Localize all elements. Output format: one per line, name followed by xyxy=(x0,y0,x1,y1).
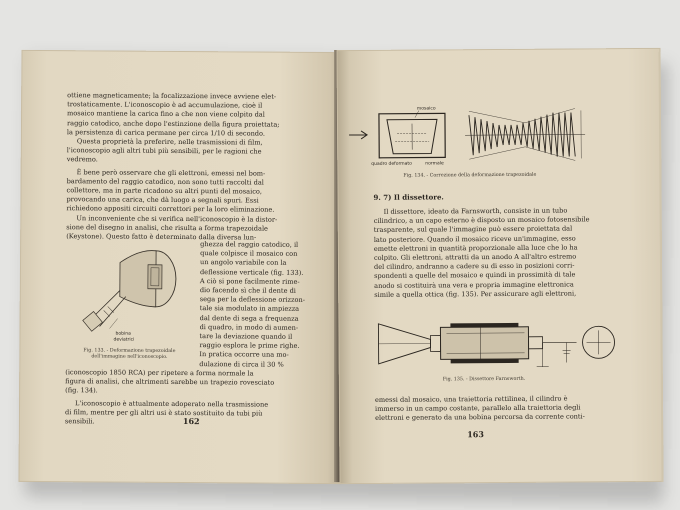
text-line: emessi dal mosaico, una traiettoria rettilinea, il cilindro è xyxy=(374,394,568,404)
text-line: colpito. Gli elettroni, attratti da un anodo A all'altro estremo xyxy=(373,252,577,262)
text-line: È bene però osservare che gli elettroni, emessi nel bom- xyxy=(76,167,266,178)
fig135-caption: Fig. 135. - Dissettore Farnsworth. xyxy=(442,376,526,383)
text-line: A ciò si pone facilmente rime- xyxy=(199,276,300,286)
text-line: raggio catodico, anche dopo l'estinzione della figura proiettata; xyxy=(66,118,280,129)
left-text-wrap xyxy=(199,240,318,370)
text-line: immerso in un campo costante, parallelo alla traiettoria degli xyxy=(374,403,581,414)
fig133-iconoscope-drawing xyxy=(79,240,200,351)
text-line: (iconoscopio 1850 RCA) per ripetere a forma normale la xyxy=(65,368,254,378)
text-line: bardamento del raggio catodico, non sono tutti raccolti dal xyxy=(66,177,264,187)
left-page xyxy=(18,50,343,484)
page-number-right: 163 xyxy=(467,429,484,440)
text-line: tare la deviazione quando il xyxy=(199,332,293,341)
text-line: Il dissettore, ideato da Farnsworth, consiste in un tubo xyxy=(383,206,568,216)
section-heading: 9. 7) Il dissettore. xyxy=(373,192,444,202)
fig133-label-bobina: bobina xyxy=(115,331,131,337)
text-line: ghezza del raggio catodico, il xyxy=(200,240,299,249)
right-text-bottom xyxy=(375,394,631,423)
text-line: di film, mentre per gli altri usi è stato sostituito da tubi più xyxy=(64,408,263,418)
text-line: provocando una carica, che dà luogo a segnali spuri. Essi xyxy=(66,195,259,205)
text-line: (Keystone). Questo fatto è determinato dalla diversa lun- xyxy=(66,232,257,242)
text-line: un angolo variabile con la xyxy=(200,258,287,268)
left-text-top xyxy=(66,91,319,243)
text-line: figura di analisi, che altrimenti sarebbe un trapezio rovesciato xyxy=(65,377,275,387)
fig134-caption: Fig. 134. - Correzione della deformazione trapezoidale xyxy=(403,172,537,179)
text-line: trostaticamente. L'iconoscopio è ad accumulazione, cioè il xyxy=(67,100,263,110)
fig134-label-normale: normale xyxy=(425,161,444,167)
text-line: collettore, ma in parte ricadono su altri punti del mosaico, xyxy=(66,186,263,196)
fig134-label-quadro: quadro deformato xyxy=(371,161,412,167)
text-line: ottiene magneticamente; la focalizzazione invece avviene elet- xyxy=(67,91,277,101)
text-line: trasparente, sul quale l'immagine può essere proiettata dal xyxy=(373,224,573,235)
text-line: (fig. 134). xyxy=(65,386,98,395)
text-line: quale colpisce il mosaico con xyxy=(200,249,298,259)
text-line: sione del disegno in analisi, che risulta a forma trapezoidale xyxy=(66,223,269,233)
caption-line: dell'immagine nell'iconoscopio. xyxy=(91,354,168,360)
text-line: elettroni e generato da una bobina percorsa da corrente conti- xyxy=(375,412,585,423)
text-line: deflessione verticale (fig. 133). xyxy=(199,267,304,277)
fig134-keystone-drawing xyxy=(371,103,457,167)
text-line: In pratica occorre una mo- xyxy=(199,350,289,360)
text-line: vedremo. xyxy=(66,155,98,164)
text-line: spondenti a quelle del mosaico e quindi in prossimità di tale xyxy=(374,270,576,281)
text-line: la persistenza di carica permane per circa 1/10 di secondo. xyxy=(66,128,266,138)
fig134-sawtooth-waveform xyxy=(465,104,585,167)
caption-line: Fig. 133. - Deformazione trapezoidale xyxy=(83,348,176,354)
text-line: l'iconoscopio agli altri tubi più sensibili, per le ragioni che xyxy=(66,146,262,156)
text-line: sensibili. xyxy=(64,417,95,426)
fig135-dissector-drawing xyxy=(376,312,626,372)
text-line: cilindrico, a un capo esterno è disposto un mosaico fotosensibile xyxy=(373,215,590,226)
text-line: tale sia modulato in ampiezza xyxy=(199,304,300,314)
fig133-label-deviatrici: deviatrici xyxy=(113,337,135,343)
text-line: dal dente di sega a frequenza xyxy=(199,313,299,323)
fig133-caption xyxy=(83,348,199,361)
text-line: emette elettroni in quantità proporzionale alla luce che lo ha xyxy=(373,243,578,253)
text-line: del cilindro, andranno a cadere su di esso in posizioni corri- xyxy=(373,261,575,272)
text-line: raggio esplora le prime righe. xyxy=(199,341,300,351)
text-line: L'iconoscopio è attualmente adoperato nella trasmissione xyxy=(75,398,269,409)
right-text-top xyxy=(374,206,631,300)
text-line: anodo si costituirà una vera e propria immagine elettronica xyxy=(374,280,574,290)
text-line: di quadro, in modo di aumen- xyxy=(199,322,299,332)
page-number-left: 162 xyxy=(182,416,200,427)
fig134-label-mosaico: mosaico xyxy=(416,106,436,112)
text-line: dio facendo sì che il dente di xyxy=(199,286,296,295)
right-page xyxy=(336,48,663,484)
text-line: mosaico mantiene la carica fino a che non viene colpito dal xyxy=(67,109,265,119)
text-line: Un inconveniente che si verifica nell'iconoscopio è la distor- xyxy=(76,213,278,224)
text-line: dulazione di circa il 30 % xyxy=(199,359,284,369)
text-line: Questa proprietà la preferire, nelle trasmissioni di film, xyxy=(76,137,263,147)
text-line: sega per la deflessione orizzon- xyxy=(199,295,305,305)
text-line: simile a quella ottica (fig. 135). Per assicurare agli elettroni, xyxy=(374,289,577,299)
text-line: richiedono appositi circuiti correttori per la loro eliminazione. xyxy=(66,204,275,215)
text-line: lato posteriore. Quando il mosaico riceve un'immagine, esso xyxy=(373,234,576,244)
margin-mark xyxy=(347,128,371,142)
